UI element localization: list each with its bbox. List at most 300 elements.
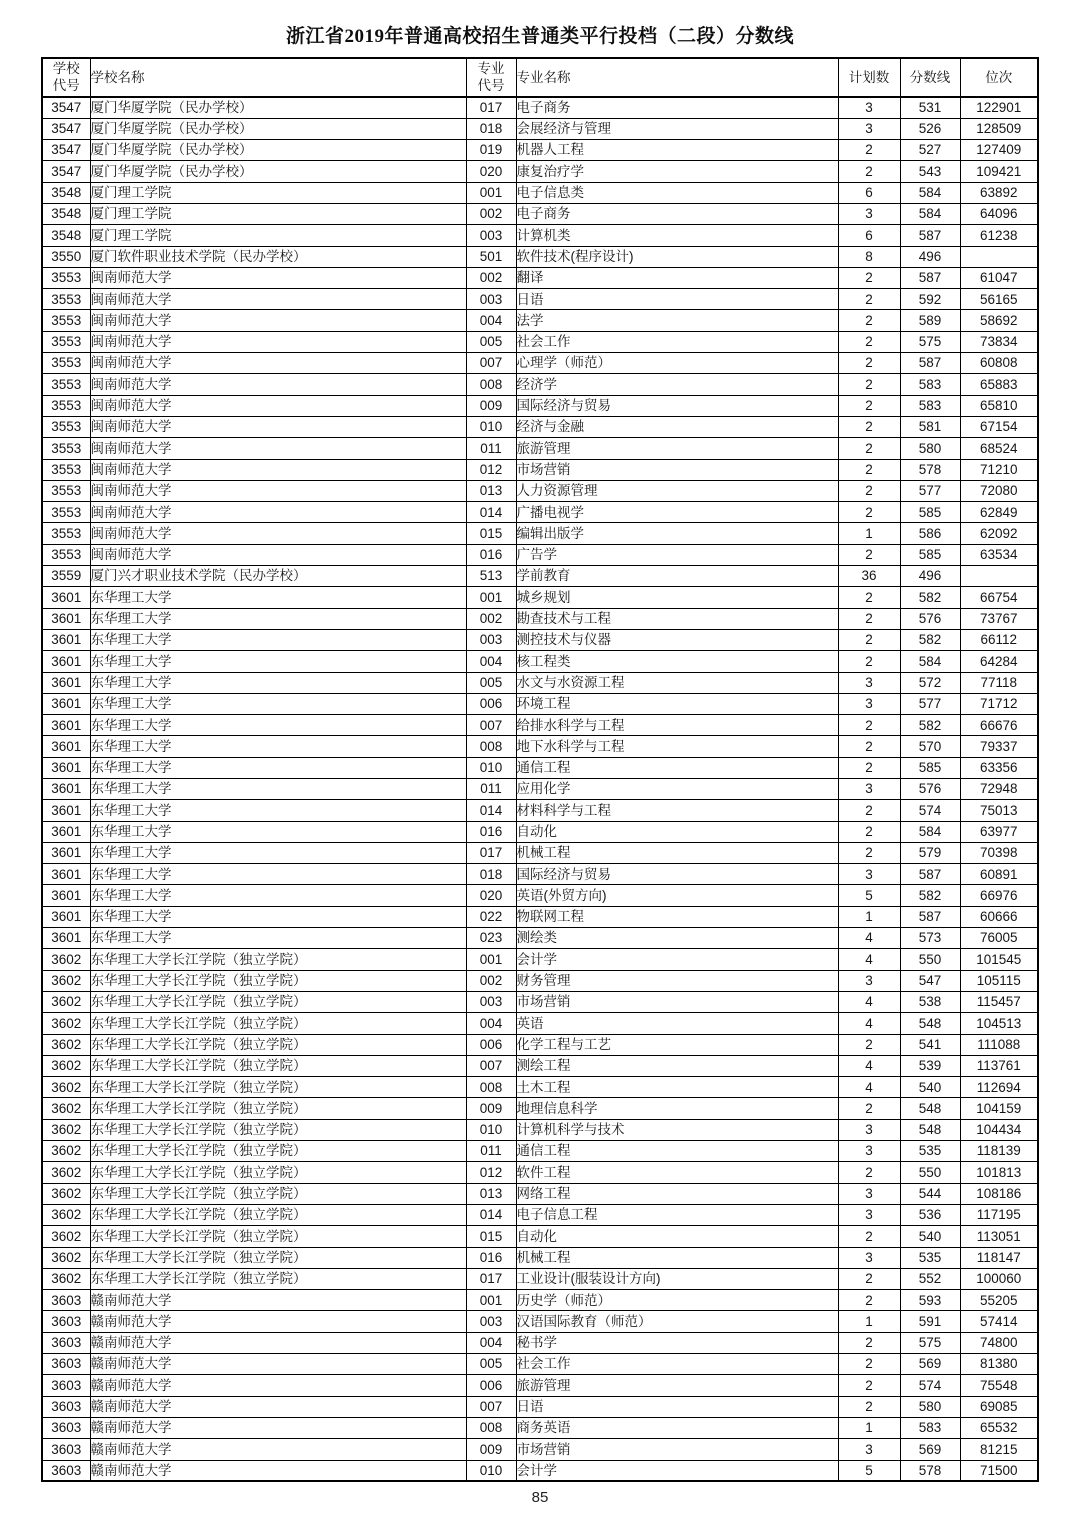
table-row bbox=[42, 566, 1038, 587]
cell-school: 东华理工大学长江学院（独立学院） bbox=[90, 1013, 466, 1034]
cell-rank: 109421 bbox=[960, 161, 1038, 182]
table-row bbox=[42, 1311, 1038, 1332]
cell-plan: 2 bbox=[838, 1354, 900, 1375]
header-cell-major_code bbox=[466, 58, 516, 97]
cell-score: 580 bbox=[900, 438, 960, 459]
cell-major: 会展经济与管理 bbox=[516, 118, 838, 139]
cell-code: 3602 bbox=[42, 1013, 90, 1034]
cell-school: 东华理工大学 bbox=[90, 779, 466, 800]
cell-plan: 2 bbox=[838, 267, 900, 288]
cell-score: 543 bbox=[900, 161, 960, 182]
cell-major_code: 007 bbox=[466, 353, 516, 374]
cell-school: 东华理工大学长江学院（独立学院） bbox=[90, 1077, 466, 1098]
cell-school: 东华理工大学长江学院（独立学院） bbox=[90, 949, 466, 970]
table-row bbox=[42, 672, 1038, 693]
cell-score: 582 bbox=[900, 885, 960, 906]
cell-rank: 79337 bbox=[960, 736, 1038, 757]
cell-plan: 8 bbox=[838, 246, 900, 267]
cell-school: 闽南师范大学 bbox=[90, 459, 466, 480]
cell-major_code: 009 bbox=[466, 1098, 516, 1119]
cell-score: 585 bbox=[900, 757, 960, 778]
cell-major: 测绘类 bbox=[516, 928, 838, 949]
cell-school: 东华理工大学 bbox=[90, 885, 466, 906]
cell-plan: 4 bbox=[838, 1077, 900, 1098]
page-title: 浙江省2019年普通高校招生普通类平行投档（二段）分数线 bbox=[285, 26, 794, 47]
header-cell-code bbox=[42, 58, 90, 97]
table-row bbox=[42, 842, 1038, 863]
cell-rank: 113051 bbox=[960, 1226, 1038, 1247]
cell-school: 闽南师范大学 bbox=[90, 416, 466, 437]
cell-code: 3601 bbox=[42, 672, 90, 693]
cell-major: 学前教育 bbox=[516, 566, 838, 587]
cell-rank: 108186 bbox=[960, 1183, 1038, 1204]
cell-code: 3553 bbox=[42, 310, 90, 331]
cell-score: 584 bbox=[900, 821, 960, 842]
cell-code: 3553 bbox=[42, 374, 90, 395]
cell-score: 547 bbox=[900, 970, 960, 991]
cell-code: 3602 bbox=[42, 970, 90, 991]
cell-code: 3553 bbox=[42, 267, 90, 288]
cell-major_code: 012 bbox=[466, 459, 516, 480]
cell-score: 570 bbox=[900, 736, 960, 757]
cell-school: 闽南师范大学 bbox=[90, 310, 466, 331]
cell-score: 550 bbox=[900, 949, 960, 970]
cell-major: 电子信息类 bbox=[516, 182, 838, 203]
cell-major_code: 015 bbox=[466, 523, 516, 544]
cell-score: 589 bbox=[900, 310, 960, 331]
cell-score: 593 bbox=[900, 1290, 960, 1311]
cell-score: 540 bbox=[900, 1226, 960, 1247]
table-row bbox=[42, 1013, 1038, 1034]
header-label-code: 学校代号 bbox=[52, 60, 80, 93]
cell-plan: 2 bbox=[838, 140, 900, 161]
cell-school: 东华理工大学 bbox=[90, 693, 466, 714]
cell-plan: 2 bbox=[838, 1098, 900, 1119]
cell-score: 569 bbox=[900, 1354, 960, 1375]
cell-code: 3602 bbox=[42, 1247, 90, 1268]
cell-major: 测绘工程 bbox=[516, 1055, 838, 1076]
cell-score: 544 bbox=[900, 1183, 960, 1204]
cell-plan: 2 bbox=[838, 757, 900, 778]
table-row bbox=[42, 523, 1038, 544]
cell-major_code: 001 bbox=[466, 1290, 516, 1311]
table-row bbox=[42, 651, 1038, 672]
table-row bbox=[42, 1268, 1038, 1289]
cell-major: 国际经济与贸易 bbox=[516, 395, 838, 416]
cell-school: 厦门华厦学院（民办学校） bbox=[90, 118, 466, 139]
cell-major_code: 002 bbox=[466, 267, 516, 288]
cell-code: 3603 bbox=[42, 1354, 90, 1375]
cell-score: 584 bbox=[900, 182, 960, 203]
cell-rank: 73834 bbox=[960, 331, 1038, 352]
cell-major_code: 004 bbox=[466, 1332, 516, 1353]
cell-school: 厦门华厦学院（民办学校） bbox=[90, 97, 466, 118]
cell-plan: 3 bbox=[838, 970, 900, 991]
cell-major_code: 007 bbox=[466, 715, 516, 736]
cell-score: 583 bbox=[900, 1417, 960, 1438]
cell-major_code: 006 bbox=[466, 1034, 516, 1055]
cell-score: 578 bbox=[900, 459, 960, 480]
table-body bbox=[42, 97, 1038, 1481]
cell-plan: 1 bbox=[838, 1417, 900, 1438]
cell-major: 地理信息科学 bbox=[516, 1098, 838, 1119]
cell-score: 539 bbox=[900, 1055, 960, 1076]
cell-score: 526 bbox=[900, 118, 960, 139]
cell-code: 3602 bbox=[42, 1077, 90, 1098]
cell-major_code: 001 bbox=[466, 587, 516, 608]
cell-score: 582 bbox=[900, 629, 960, 650]
cell-code: 3553 bbox=[42, 395, 90, 416]
cell-code: 3601 bbox=[42, 779, 90, 800]
table-row bbox=[42, 1183, 1038, 1204]
cell-school: 东华理工大学长江学院（独立学院） bbox=[90, 1204, 466, 1225]
cell-plan: 3 bbox=[838, 1247, 900, 1268]
cell-plan: 1 bbox=[838, 523, 900, 544]
cell-score: 550 bbox=[900, 1162, 960, 1183]
cell-rank: 63977 bbox=[960, 821, 1038, 842]
table-row bbox=[42, 715, 1038, 736]
table-row bbox=[42, 1354, 1038, 1375]
table-row bbox=[42, 1098, 1038, 1119]
cell-score: 585 bbox=[900, 502, 960, 523]
cell-major: 康复治疗学 bbox=[516, 161, 838, 182]
cell-plan: 2 bbox=[838, 459, 900, 480]
cell-rank bbox=[960, 566, 1038, 587]
table-row bbox=[42, 779, 1038, 800]
cell-major_code: 012 bbox=[466, 1162, 516, 1183]
cell-score: 575 bbox=[900, 1332, 960, 1353]
cell-plan: 2 bbox=[838, 480, 900, 501]
table-row bbox=[42, 225, 1038, 246]
cell-school: 闽南师范大学 bbox=[90, 395, 466, 416]
table-row bbox=[42, 203, 1038, 224]
cell-major: 翻译 bbox=[516, 267, 838, 288]
cell-school: 闽南师范大学 bbox=[90, 502, 466, 523]
table-row bbox=[42, 118, 1038, 139]
cell-rank: 58692 bbox=[960, 310, 1038, 331]
cell-major_code: 015 bbox=[466, 1226, 516, 1247]
cell-school: 赣南师范大学 bbox=[90, 1290, 466, 1311]
cell-major_code: 011 bbox=[466, 779, 516, 800]
header-cell-plan: 计划数 bbox=[838, 58, 900, 97]
cell-major: 电子商务 bbox=[516, 97, 838, 118]
table-row bbox=[42, 1141, 1038, 1162]
cell-major: 水文与水资源工程 bbox=[516, 672, 838, 693]
cell-code: 3602 bbox=[42, 1034, 90, 1055]
cell-plan: 5 bbox=[838, 1460, 900, 1481]
cell-plan: 2 bbox=[838, 651, 900, 672]
cell-plan: 2 bbox=[838, 1162, 900, 1183]
header-label-major_code: 专业代号 bbox=[477, 60, 505, 93]
table-row bbox=[42, 267, 1038, 288]
cell-major_code: 022 bbox=[466, 906, 516, 927]
cell-score: 531 bbox=[900, 97, 960, 118]
cell-major: 工业设计(服装设计方向) bbox=[516, 1268, 838, 1289]
cell-code: 3602 bbox=[42, 991, 90, 1012]
cell-score: 574 bbox=[900, 800, 960, 821]
cell-plan: 2 bbox=[838, 1375, 900, 1396]
cell-school: 赣南师范大学 bbox=[90, 1460, 466, 1481]
cell-school: 闽南师范大学 bbox=[90, 544, 466, 565]
cell-major: 会计学 bbox=[516, 949, 838, 970]
cell-code: 3553 bbox=[42, 544, 90, 565]
cell-code: 3601 bbox=[42, 693, 90, 714]
cell-rank: 66754 bbox=[960, 587, 1038, 608]
cell-plan: 2 bbox=[838, 608, 900, 629]
cell-school: 闽南师范大学 bbox=[90, 374, 466, 395]
cell-major: 软件工程 bbox=[516, 1162, 838, 1183]
cell-major: 材料科学与工程 bbox=[516, 800, 838, 821]
cell-major: 测控技术与仪器 bbox=[516, 629, 838, 650]
cell-school: 闽南师范大学 bbox=[90, 523, 466, 544]
cell-score: 541 bbox=[900, 1034, 960, 1055]
cell-plan: 4 bbox=[838, 928, 900, 949]
cell-school: 闽南师范大学 bbox=[90, 331, 466, 352]
cell-school: 赣南师范大学 bbox=[90, 1311, 466, 1332]
table-row bbox=[42, 928, 1038, 949]
cell-plan: 2 bbox=[838, 821, 900, 842]
cell-score: 587 bbox=[900, 225, 960, 246]
cell-score: 577 bbox=[900, 693, 960, 714]
cell-major: 经济与金融 bbox=[516, 416, 838, 437]
cell-plan: 2 bbox=[838, 587, 900, 608]
cell-code: 3553 bbox=[42, 416, 90, 437]
cell-plan: 3 bbox=[838, 97, 900, 118]
cell-school: 闽南师范大学 bbox=[90, 289, 466, 310]
cell-major: 广告学 bbox=[516, 544, 838, 565]
cell-plan: 6 bbox=[838, 225, 900, 246]
cell-major_code: 011 bbox=[466, 1141, 516, 1162]
cell-school: 东华理工大学 bbox=[90, 906, 466, 927]
cell-code: 3602 bbox=[42, 1226, 90, 1247]
cell-rank: 104513 bbox=[960, 1013, 1038, 1034]
cell-major: 化学工程与工艺 bbox=[516, 1034, 838, 1055]
table-row bbox=[42, 991, 1038, 1012]
cell-major: 计算机科学与技术 bbox=[516, 1119, 838, 1140]
cell-rank: 62092 bbox=[960, 523, 1038, 544]
cell-major: 土木工程 bbox=[516, 1077, 838, 1098]
cell-major_code: 002 bbox=[466, 608, 516, 629]
cell-school: 东华理工大学长江学院（独立学院） bbox=[90, 1247, 466, 1268]
table-row bbox=[42, 353, 1038, 374]
cell-code: 3602 bbox=[42, 1162, 90, 1183]
cell-school: 东华理工大学长江学院（独立学院） bbox=[90, 991, 466, 1012]
cell-plan: 3 bbox=[838, 1183, 900, 1204]
cell-school: 东华理工大学 bbox=[90, 757, 466, 778]
cell-school: 东华理工大学 bbox=[90, 651, 466, 672]
cell-code: 3601 bbox=[42, 885, 90, 906]
cell-major_code: 001 bbox=[466, 182, 516, 203]
cell-code: 3602 bbox=[42, 1183, 90, 1204]
cell-school: 厦门理工学院 bbox=[90, 225, 466, 246]
cell-rank: 70398 bbox=[960, 842, 1038, 863]
cell-plan: 2 bbox=[838, 1396, 900, 1417]
cell-score: 587 bbox=[900, 267, 960, 288]
cell-major_code: 010 bbox=[466, 757, 516, 778]
cell-score: 496 bbox=[900, 566, 960, 587]
cell-plan: 2 bbox=[838, 1226, 900, 1247]
cell-rank: 55205 bbox=[960, 1290, 1038, 1311]
cell-major: 城乡规划 bbox=[516, 587, 838, 608]
cell-rank: 76005 bbox=[960, 928, 1038, 949]
table-row bbox=[42, 587, 1038, 608]
cell-score: 587 bbox=[900, 353, 960, 374]
cell-plan: 2 bbox=[838, 715, 900, 736]
cell-school: 厦门理工学院 bbox=[90, 203, 466, 224]
cell-school: 东华理工大学 bbox=[90, 629, 466, 650]
cell-score: 536 bbox=[900, 1204, 960, 1225]
cell-plan: 3 bbox=[838, 118, 900, 139]
cell-code: 3547 bbox=[42, 161, 90, 182]
cell-rank: 60808 bbox=[960, 353, 1038, 374]
cell-plan: 3 bbox=[838, 1439, 900, 1460]
cell-score: 580 bbox=[900, 1396, 960, 1417]
cell-code: 3602 bbox=[42, 1268, 90, 1289]
cell-rank: 72080 bbox=[960, 480, 1038, 501]
cell-plan: 2 bbox=[838, 800, 900, 821]
cell-score: 535 bbox=[900, 1247, 960, 1268]
cell-rank: 65810 bbox=[960, 395, 1038, 416]
cell-rank: 118147 bbox=[960, 1247, 1038, 1268]
table-row bbox=[42, 970, 1038, 991]
cell-major: 机械工程 bbox=[516, 842, 838, 863]
cell-major: 英语 bbox=[516, 1013, 838, 1034]
cell-code: 3548 bbox=[42, 182, 90, 203]
table-row bbox=[42, 949, 1038, 970]
cell-rank: 66676 bbox=[960, 715, 1038, 736]
cell-rank: 77118 bbox=[960, 672, 1038, 693]
cell-plan: 4 bbox=[838, 991, 900, 1012]
cell-major_code: 013 bbox=[466, 480, 516, 501]
cell-major_code: 010 bbox=[466, 1119, 516, 1140]
cell-school: 东华理工大学 bbox=[90, 672, 466, 693]
cell-school: 东华理工大学 bbox=[90, 928, 466, 949]
cell-rank: 81380 bbox=[960, 1354, 1038, 1375]
cell-plan: 2 bbox=[838, 1268, 900, 1289]
cell-rank: 105115 bbox=[960, 970, 1038, 991]
cell-plan: 2 bbox=[838, 395, 900, 416]
cell-rank: 117195 bbox=[960, 1204, 1038, 1225]
cell-school: 东华理工大学长江学院（独立学院） bbox=[90, 1141, 466, 1162]
cell-major_code: 016 bbox=[466, 544, 516, 565]
cell-code: 3553 bbox=[42, 353, 90, 374]
header-cell-score: 分数线 bbox=[900, 58, 960, 97]
cell-school: 东华理工大学 bbox=[90, 821, 466, 842]
cell-code: 3603 bbox=[42, 1396, 90, 1417]
cell-major: 日语 bbox=[516, 289, 838, 310]
cell-major: 旅游管理 bbox=[516, 438, 838, 459]
cell-rank: 65883 bbox=[960, 374, 1038, 395]
cell-major_code: 020 bbox=[466, 885, 516, 906]
table-row bbox=[42, 1119, 1038, 1140]
cell-rank: 57414 bbox=[960, 1311, 1038, 1332]
cell-rank: 72948 bbox=[960, 779, 1038, 800]
cell-rank: 63534 bbox=[960, 544, 1038, 565]
cell-rank: 115457 bbox=[960, 991, 1038, 1012]
cell-major_code: 003 bbox=[466, 629, 516, 650]
cell-code: 3553 bbox=[42, 438, 90, 459]
cell-rank: 66112 bbox=[960, 629, 1038, 650]
cell-major: 通信工程 bbox=[516, 757, 838, 778]
cell-code: 3553 bbox=[42, 480, 90, 501]
cell-major_code: 002 bbox=[466, 970, 516, 991]
cell-score: 573 bbox=[900, 928, 960, 949]
cell-rank: 60666 bbox=[960, 906, 1038, 927]
cell-major_code: 018 bbox=[466, 118, 516, 139]
cell-rank: 68524 bbox=[960, 438, 1038, 459]
cell-code: 3548 bbox=[42, 203, 90, 224]
cell-major: 市场营销 bbox=[516, 1439, 838, 1460]
cell-major: 编辑出版学 bbox=[516, 523, 838, 544]
cell-code: 3602 bbox=[42, 1141, 90, 1162]
cell-rank: 66976 bbox=[960, 885, 1038, 906]
cell-major: 地下水科学与工程 bbox=[516, 736, 838, 757]
cell-plan: 2 bbox=[838, 842, 900, 863]
cell-plan: 3 bbox=[838, 1204, 900, 1225]
cell-code: 3553 bbox=[42, 502, 90, 523]
cell-major: 勘查技术与工程 bbox=[516, 608, 838, 629]
cell-rank: 104159 bbox=[960, 1098, 1038, 1119]
cell-rank: 61238 bbox=[960, 225, 1038, 246]
cell-major: 广播电视学 bbox=[516, 502, 838, 523]
cell-major_code: 010 bbox=[466, 1460, 516, 1481]
cell-code: 3601 bbox=[42, 800, 90, 821]
cell-code: 3547 bbox=[42, 118, 90, 139]
cell-plan: 3 bbox=[838, 864, 900, 885]
cell-major_code: 007 bbox=[466, 1396, 516, 1417]
cell-major_code: 020 bbox=[466, 161, 516, 182]
cell-plan: 2 bbox=[838, 1332, 900, 1353]
cell-rank: 112694 bbox=[960, 1077, 1038, 1098]
cell-rank: 63356 bbox=[960, 757, 1038, 778]
cell-rank: 118139 bbox=[960, 1141, 1038, 1162]
cell-school: 厦门华厦学院（民办学校） bbox=[90, 140, 466, 161]
cell-code: 3601 bbox=[42, 928, 90, 949]
table-row bbox=[42, 821, 1038, 842]
cell-major: 核工程类 bbox=[516, 651, 838, 672]
cell-score: 552 bbox=[900, 1268, 960, 1289]
cell-rank: 128509 bbox=[960, 118, 1038, 139]
cell-rank: 63892 bbox=[960, 182, 1038, 203]
cell-plan: 1 bbox=[838, 906, 900, 927]
cell-school: 东华理工大学 bbox=[90, 864, 466, 885]
cell-major_code: 003 bbox=[466, 225, 516, 246]
cell-major: 秘书学 bbox=[516, 1332, 838, 1353]
table-row bbox=[42, 1226, 1038, 1247]
cell-score: 569 bbox=[900, 1439, 960, 1460]
cell-rank: 61047 bbox=[960, 267, 1038, 288]
cell-plan: 3 bbox=[838, 779, 900, 800]
table-row bbox=[42, 736, 1038, 757]
table-row bbox=[42, 757, 1038, 778]
cell-rank: 71712 bbox=[960, 693, 1038, 714]
cell-code: 3559 bbox=[42, 566, 90, 587]
cell-major_code: 005 bbox=[466, 672, 516, 693]
table-row bbox=[42, 416, 1038, 437]
cell-major_code: 017 bbox=[466, 97, 516, 118]
cell-rank: 111088 bbox=[960, 1034, 1038, 1055]
cell-school: 赣南师范大学 bbox=[90, 1354, 466, 1375]
cell-major_code: 023 bbox=[466, 928, 516, 949]
cell-school: 东华理工大学长江学院（独立学院） bbox=[90, 1098, 466, 1119]
cell-rank: 100060 bbox=[960, 1268, 1038, 1289]
cell-code: 3602 bbox=[42, 1204, 90, 1225]
cell-code: 3603 bbox=[42, 1439, 90, 1460]
cell-school: 东华理工大学长江学院（独立学院） bbox=[90, 970, 466, 991]
cell-code: 3548 bbox=[42, 225, 90, 246]
cell-plan: 6 bbox=[838, 182, 900, 203]
cell-school: 东华理工大学 bbox=[90, 800, 466, 821]
